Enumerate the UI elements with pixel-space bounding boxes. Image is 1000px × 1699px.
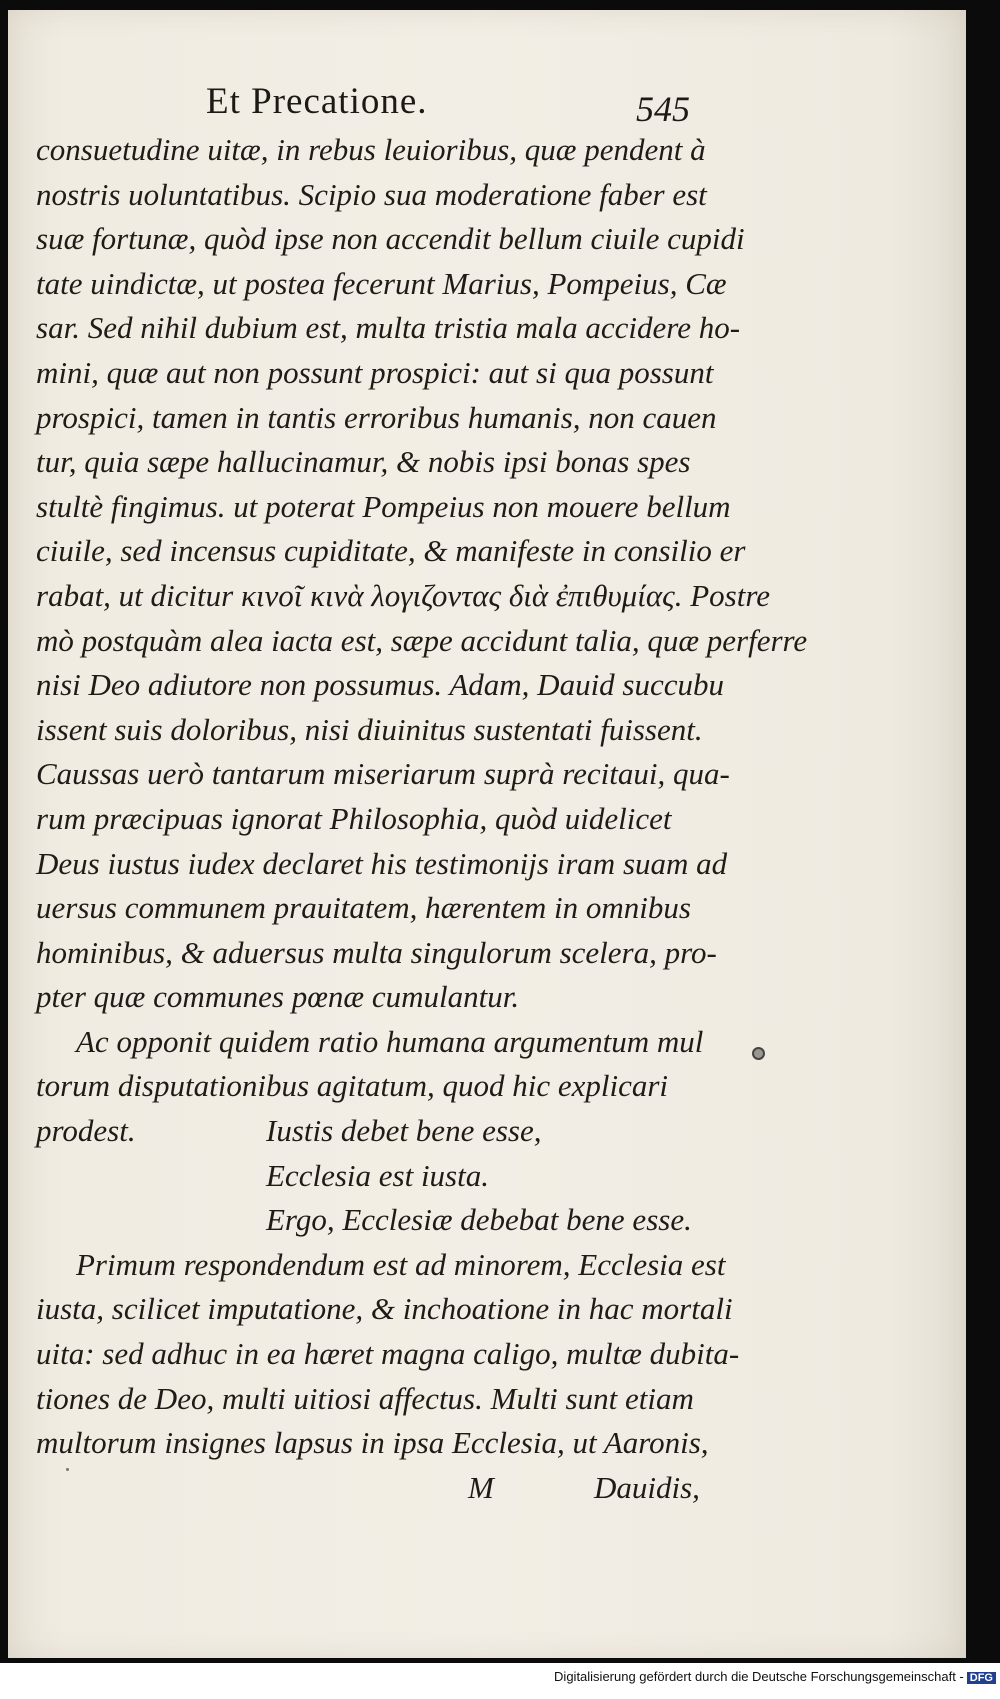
text-line: rabat, ut dicitur κινοῖ κινὰ λογιζοντας διὰ ἐπιθυμίας. Postre [36, 577, 770, 613]
catchword-row [36, 1466, 716, 1511]
text-line: nisi Deo adiutore non possumus. Adam, Dauid succubu [36, 667, 725, 703]
syllogism-lead: prodest. [36, 1113, 136, 1149]
paragraph-line: torum disputationibus agitatum, quod hic explicari [36, 1068, 669, 1104]
credit-text: Digitalisierung gefördert durch die Deutsche Forschungsgemeinschaft - [554, 1669, 964, 1684]
text-line: mini, quæ aut non possunt prospici: aut si qua possunt [36, 354, 714, 390]
text-line: tate uindictæ, ut postea fecerunt Marius, Pompeius, Cæ [36, 265, 727, 301]
signature-mark: M [468, 1469, 494, 1505]
dfg-logo-icon: DFG [967, 1672, 996, 1684]
text-line: uersus communem prauitatem, hærentem in omnibus [36, 890, 691, 926]
paragraph-line: iusta, scilicet imputatione, & inchoatione in hac mortali [36, 1291, 733, 1327]
digitization-credit [554, 1669, 996, 1684]
syllogism-major-row [36, 1109, 716, 1154]
text-line: Caussas uerò tantarum miseriarum suprà recitaui, qua- [36, 756, 730, 792]
syllogism-major: Iustis debet bene esse, [266, 1113, 542, 1149]
running-head: Et Precatione. [206, 81, 428, 122]
ink-dot-mark [752, 1047, 765, 1060]
syllogism-minor: Ecclesia est iusta. [266, 1157, 489, 1193]
paragraph-line: uita: sed adhuc in ea hæret magna caligo, multæ dubita- [36, 1336, 740, 1372]
text-line: suæ fortunæ, quòd ipse non accendit bellum ciuile cupidi [36, 221, 745, 257]
text-line: ciuile, sed incensus cupiditate, & manifeste in consilio er [36, 533, 746, 569]
text-line: tur, quia sæpe hallucinamur, & nobis ipsi bonas spes [36, 444, 691, 480]
paragraph-line: Primum respondendum est ad minorem, Ecclesia est [76, 1246, 726, 1282]
text-line: mò postquàm alea iacta est, sæpe accidunt talia, quæ perferre [36, 622, 808, 658]
paragraph-line: multorum insignes lapsus in ipsa Ecclesia, ut Aaronis, [36, 1425, 709, 1461]
paragraph-line: Ac opponit quidem ratio humana argumentum mul [76, 1023, 704, 1059]
text-line: nostris uoluntatibus. Scipio sua moderatione faber est [36, 176, 707, 212]
catchword: Dauidis, [594, 1469, 700, 1505]
text-line: sar. Sed nihil dubium est, multa tristia mala accidere ho- [36, 310, 741, 346]
text-line: rum præcipuas ignorat Philosophia, quòd uidelicet [36, 800, 672, 836]
text-line: prospici, tamen in tantis erroribus humanis, non cauen [36, 399, 717, 435]
text-line: stultè fingimus. ut poterat Pompeius non mouere bellum [36, 488, 731, 524]
text-line: Deus iustus iudex declaret his testimonijs iram suam ad [36, 845, 728, 881]
paragraph-line: tiones de Deo, multi uitiosi affectus. Multi sunt etiam [36, 1380, 694, 1416]
page-body [36, 128, 808, 1510]
syllogism-conclusion: Ergo, Ecclesiæ debebat bene esse. [266, 1202, 692, 1238]
page-header [8, 80, 966, 132]
text-line: pter quæ communes pœnæ cumulantur. [36, 979, 520, 1015]
paper-speck [66, 1468, 69, 1471]
page-number: 545 [636, 89, 690, 129]
text-line: consuetudine uitæ, in rebus leuioribus, quæ pendent à [36, 132, 706, 167]
book-page [8, 10, 966, 1658]
text-line: hominibus, & aduersus multa singulorum scelera, pro- [36, 934, 717, 970]
text-line: issent suis doloribus, nisi diuinitus sustentati fuissent. [36, 711, 703, 747]
